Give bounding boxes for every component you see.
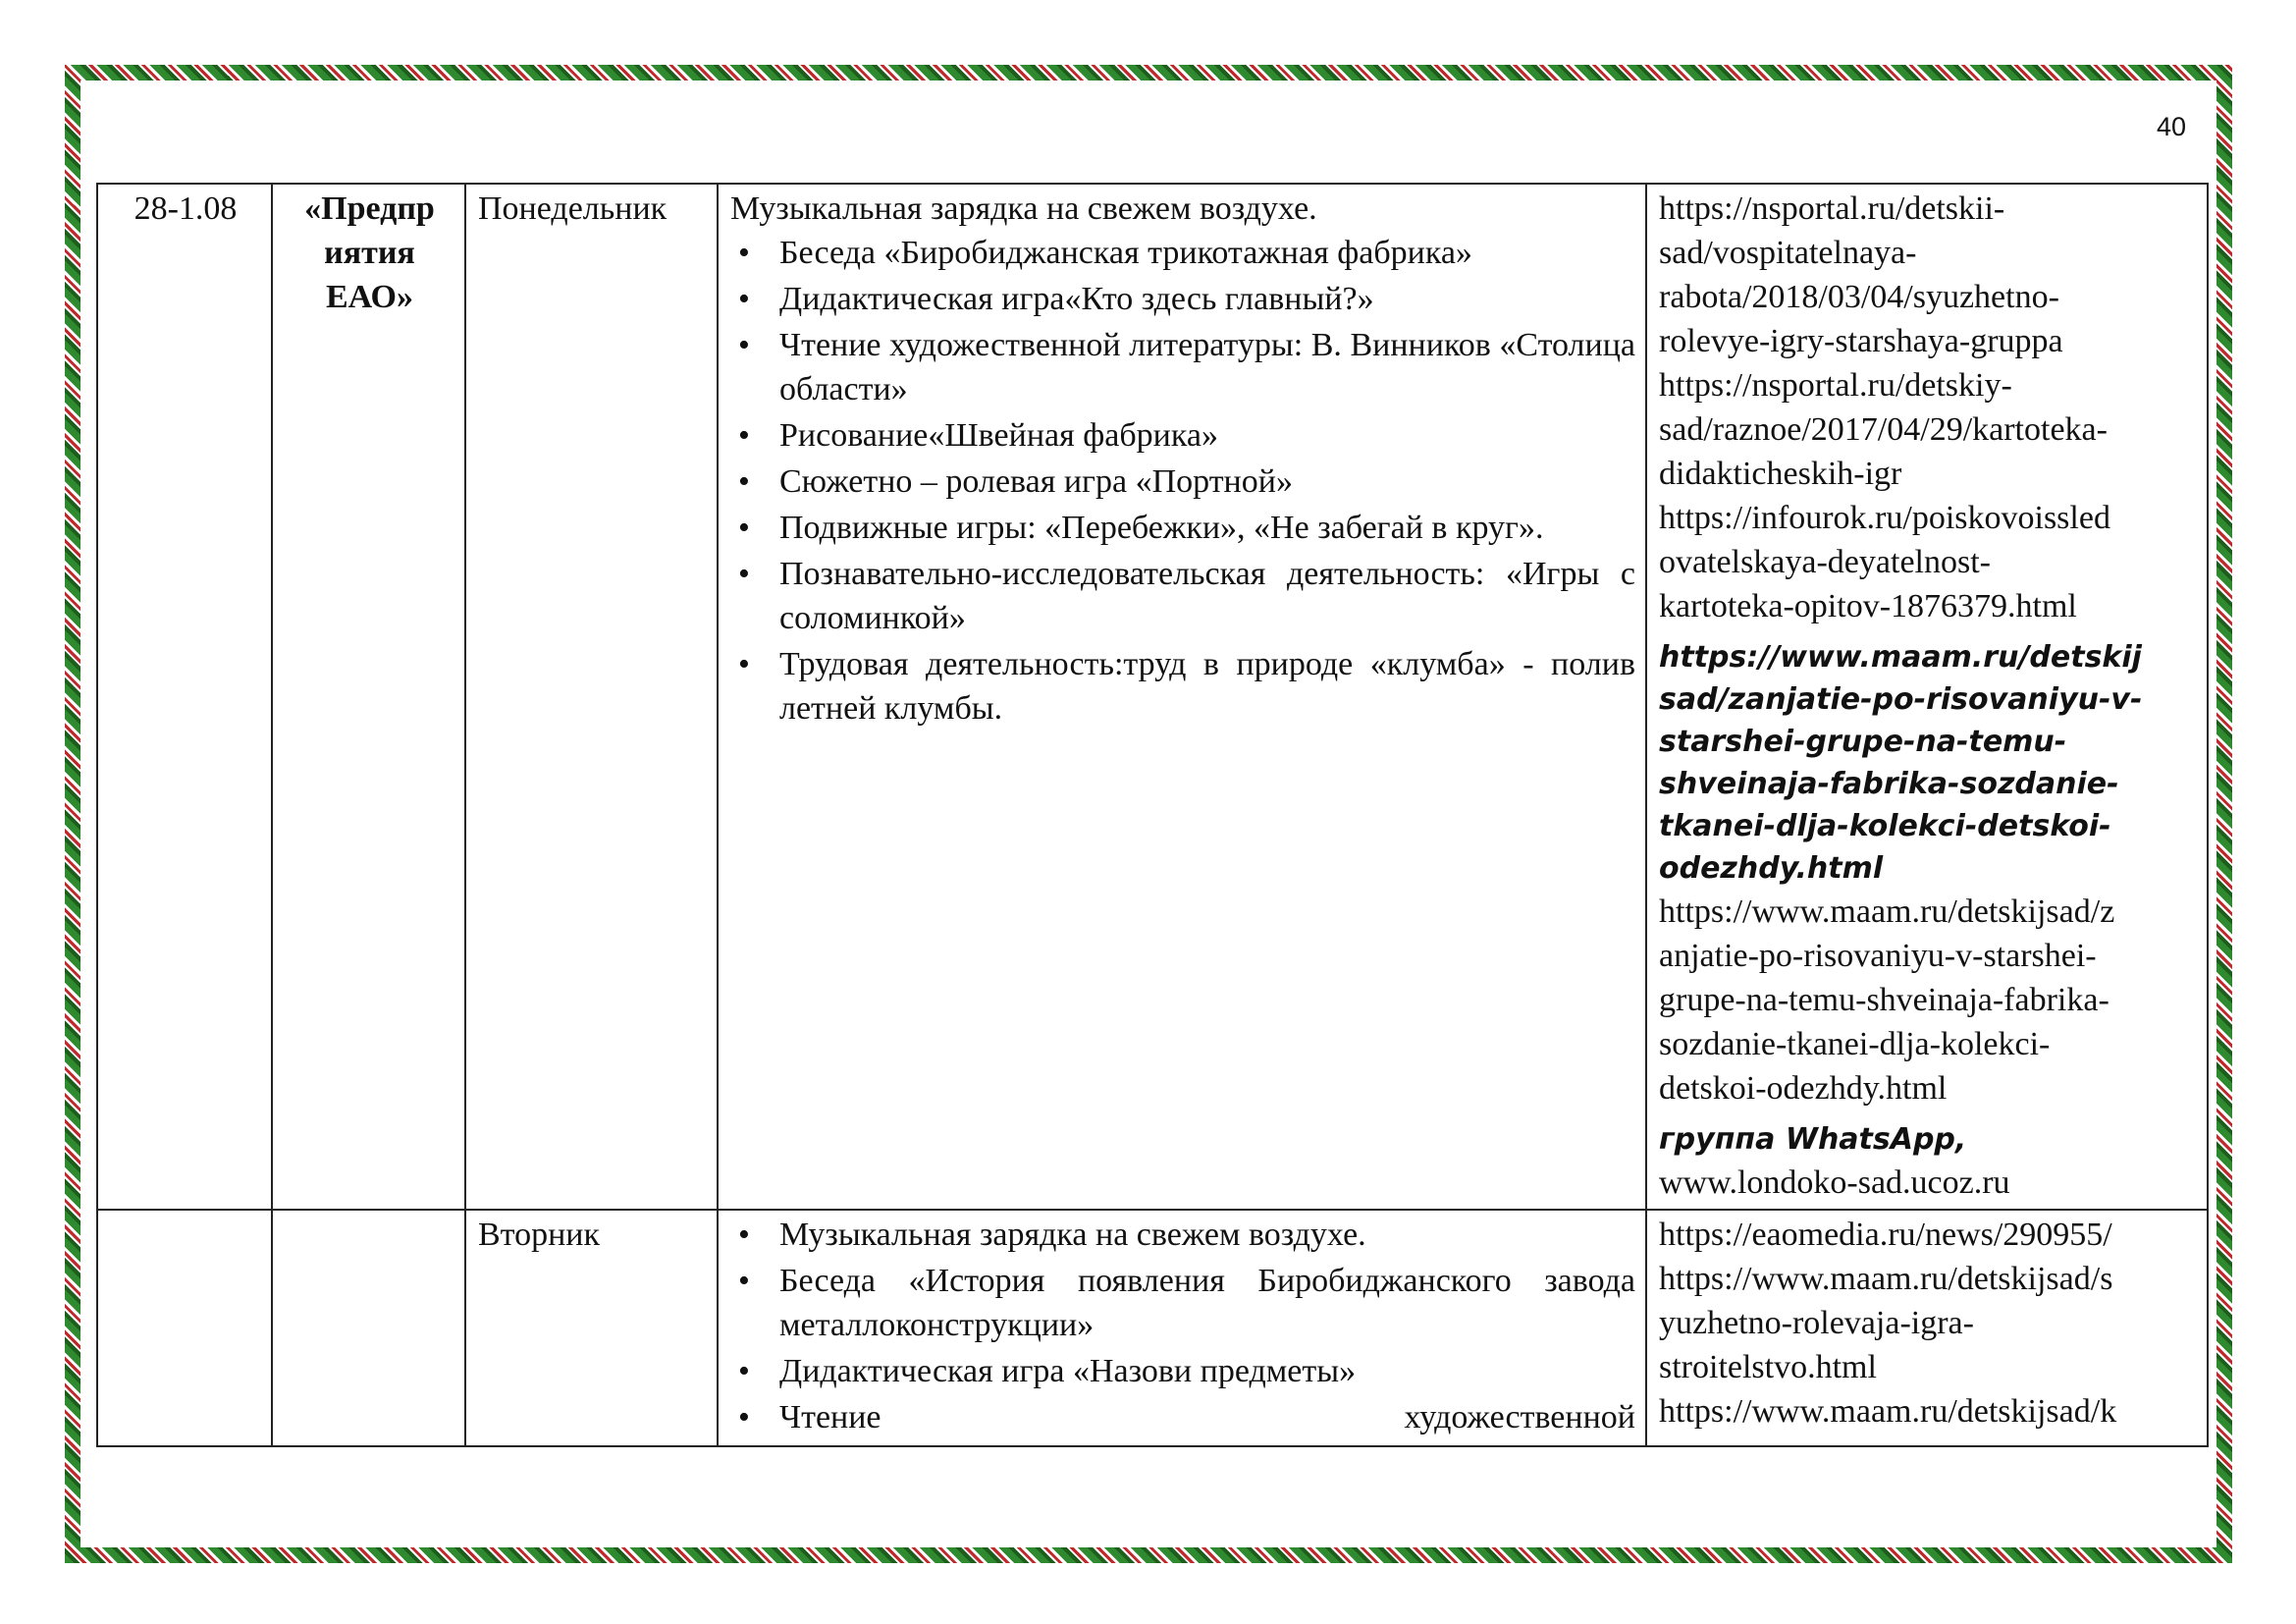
date-cell xyxy=(97,184,272,1210)
resource-link: anjatie-po-risovaniyu-v-starshei- xyxy=(1659,938,2097,974)
activities-cell xyxy=(718,184,1646,1210)
topic-line: иятия xyxy=(324,235,415,271)
resource-link: https://www.maam.ru/detskijsad/s xyxy=(1659,1261,2113,1297)
list-item: • Чтение художественной литературы: В. Винников «Столица области» xyxy=(779,323,1635,411)
resource-link-bold: https://www.maam.ru/detskij xyxy=(1659,640,2142,675)
table-row xyxy=(97,1210,2208,1446)
activity-list xyxy=(730,231,1635,731)
resource-link: sad/vospitatelnaya- xyxy=(1659,235,1917,271)
resource-link-bold: shveinaja-fabrika-sozdanie- xyxy=(1659,767,2119,801)
resource-link: kartoteka-opitov-1876379.html xyxy=(1659,588,2077,624)
resource-link: sad/raznoe/2017/04/29/kartoteka- xyxy=(1659,411,2108,448)
list-item: • Трудовая деятельность:труд в природе «клумба» - полив летней клумбы. xyxy=(779,642,1635,731)
list-item: • Дидактическая игра«Кто здесь главный?» xyxy=(779,277,1635,321)
list-item: • Беседа «Биробиджанская трикотажная фабрика» xyxy=(779,231,1635,275)
resource-link: https://infourok.ru/poiskovoissled xyxy=(1659,500,2110,536)
topic-cell xyxy=(272,184,465,1210)
activities-cell xyxy=(718,1210,1646,1446)
resource-link: sozdanie-tkanei-dlja-kolekci- xyxy=(1659,1026,2051,1062)
day-cell xyxy=(465,184,718,1210)
activity-plan-table xyxy=(96,183,2209,1447)
resource-link: yuzhetno-rolevaja-igra- xyxy=(1659,1305,1974,1341)
whatsapp-group-label: группа WhatsApp, xyxy=(1659,1122,1967,1157)
resources-cell xyxy=(1646,1210,2208,1446)
list-item: • Сюжетно – ролевая игра «Портной» xyxy=(779,460,1635,504)
list-item: • Музыкальная зарядка на свежем воздухе. xyxy=(779,1213,1635,1257)
resource-link-bold: odezhdy.html xyxy=(1659,851,1884,886)
resource-link: rolevye-igry-starshaya-gruppa xyxy=(1659,323,2063,359)
resource-link: detskoi-odezhdy.html xyxy=(1659,1070,1948,1107)
list-item: • Беседа «История появления Биробиджанского завода металлоконструкции» xyxy=(779,1259,1635,1347)
resource-link: https://www.maam.ru/detskijsad/z xyxy=(1659,893,2115,930)
resource-link: rabota/2018/03/04/syuzhetno- xyxy=(1659,279,2059,315)
activity-intro: Музыкальная зарядка на свежем воздухе. xyxy=(730,190,1317,227)
list-item: • Рисование«Швейная фабрика» xyxy=(779,413,1635,458)
activity-list xyxy=(730,1213,1635,1439)
table-row xyxy=(97,184,2208,1210)
page-number: 40 xyxy=(2156,112,2186,141)
date-text: 28-1.08 xyxy=(133,190,238,227)
resource-link: ovatelskaya-deyatelnost- xyxy=(1659,544,1991,580)
resource-link: https://www.maam.ru/detskijsad/k xyxy=(1659,1393,2117,1430)
list-item: • Дидактическая игра «Назови предметы» xyxy=(779,1349,1635,1393)
resource-link: https://eaomedia.ru/news/290955/ xyxy=(1659,1217,2112,1253)
resource-link-bold: tkanei-dlja-kolekci-detskoi- xyxy=(1659,809,2111,843)
resource-link: didakticheskih-igr xyxy=(1659,456,1902,492)
resource-link: www.londoko-sad.ucoz.ru xyxy=(1659,1164,2010,1201)
resource-link: https://nsportal.ru/detskiy- xyxy=(1659,367,2012,404)
topic-cell xyxy=(272,1210,465,1446)
resource-link: https://nsportal.ru/detskii- xyxy=(1659,190,2005,227)
day-name: Вторник xyxy=(478,1217,600,1253)
day-name: Понедельник xyxy=(478,190,667,227)
topic-line: «Предпр xyxy=(304,190,435,227)
day-cell xyxy=(465,1210,718,1446)
resource-link: stroitelstvo.html xyxy=(1659,1349,1877,1385)
topic-line: ЕАО» xyxy=(326,279,413,315)
resources-cell xyxy=(1646,184,2208,1210)
list-item: • Чтение художественной xyxy=(779,1395,1635,1439)
date-cell xyxy=(97,1210,272,1446)
list-item: • Познавательно-исследовательская деятельность: «Игры с соломинкой» xyxy=(779,552,1635,640)
list-item: • Подвижные игры: «Перебежки», «Не забегай в круг». xyxy=(779,506,1635,550)
resource-link-bold: sad/zanjatie-po-risovaniyu-v- xyxy=(1659,682,2143,717)
resource-link: grupe-na-temu-shveinaja-fabrika- xyxy=(1659,982,2109,1018)
resource-link-bold: starshei-grupe-na-temu- xyxy=(1659,725,2067,759)
